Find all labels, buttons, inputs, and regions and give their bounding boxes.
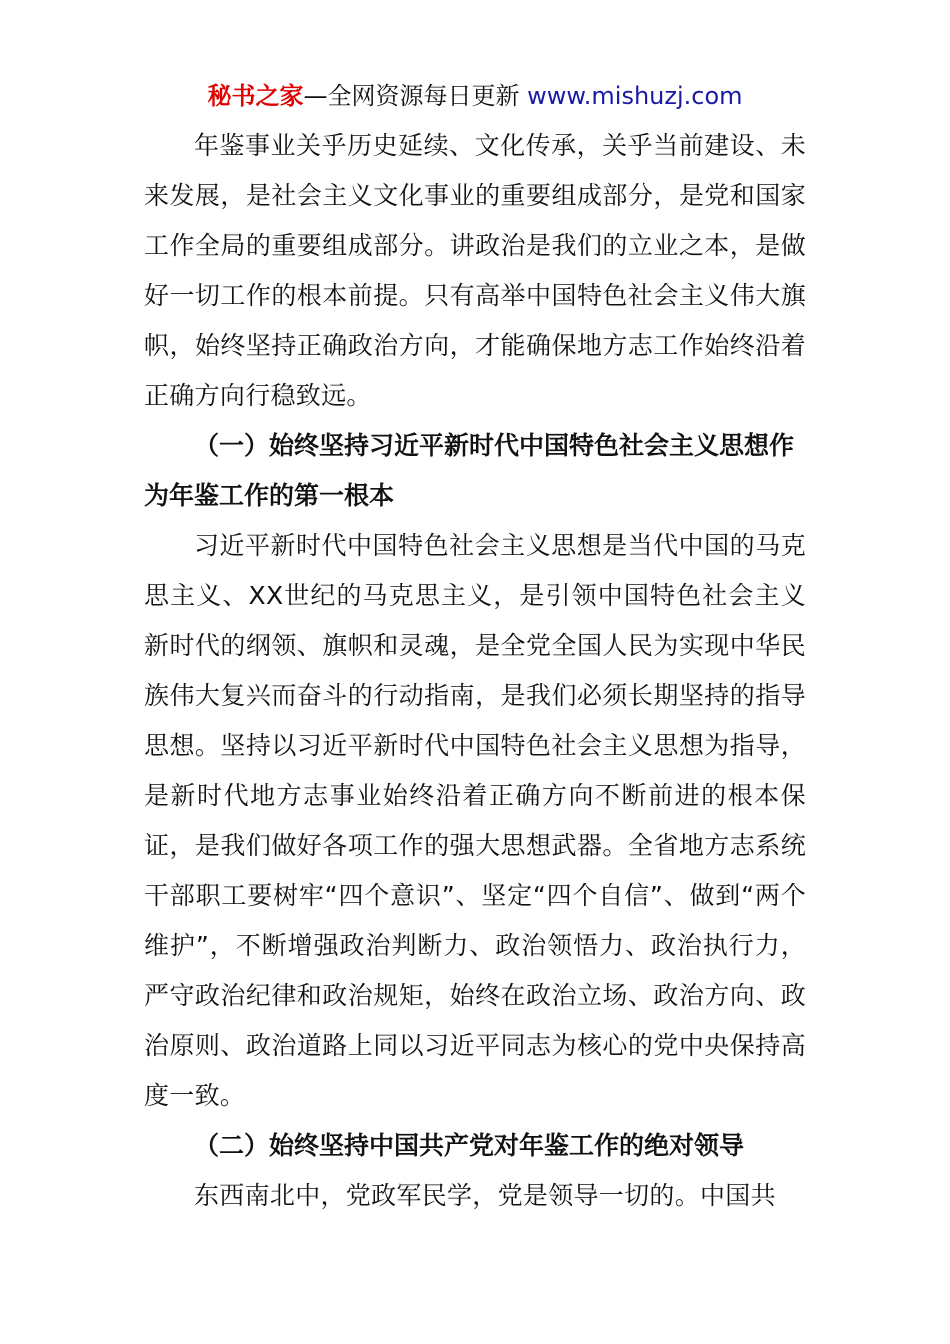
- paragraph-section-1: 习近平新时代中国特色社会主义思想是当代中国的马克思主义、XX世纪的马克思主义，是引领中国特色社会主义新时代的纲领、旗帜和灵魂，是全党全国人民为实现中华民族伟大复兴而奋斗的行动指南，是我们必须长期坚持的指导思想。坚持以习近平新时代中国特色社会主义思想为指导，是新时代地方志事业始终沿着正确方向不断前进的根本保证，是我们做好各项工作的强大思想武器。全省地方志系统干部职工要树牢“四个意识”、坚定“四个自信”、做到“两个维护”，不断增强政治判断力、政治领悟力、政治执行力，严守政治纪律和政治规矩，始终在政治立场、政治方向、政治原则、政治道路上同以习近平同志为核心的党中央保持高度一致。: [144, 531, 806, 1110]
- site-url-link[interactable]: www.mishuzj.com: [527, 82, 743, 110]
- paragraph-section-2: 东西南北中，党政军民学，党是领导一切的。中国共: [194, 1181, 776, 1210]
- document-body: [144, 121, 806, 1221]
- brand-name: 秘书之家: [207, 82, 304, 110]
- site-header: [0, 80, 950, 112]
- paragraph-intro: 年鉴事业关乎历史延续、文化传承，关乎当前建设、未来发展，是社会主义文化事业的重要组成部分，是党和国家工作全局的重要组成部分。讲政治是我们的立业之本，是做好一切工作的根本前提。只有高举中国特色社会主义伟大旗帜，始终坚持正确政治方向，才能确保地方志工作始终沿着正确方向行稳致远。: [144, 131, 806, 410]
- section-heading-2: （二）始终坚持中国共产党对年鉴工作的绝对领导: [194, 1131, 745, 1160]
- section-heading-1: （一）始终坚持习近平新时代中国特色社会主义思想作为年鉴工作的第一根本: [144, 431, 795, 510]
- header-tagline: —全网资源每日更新: [303, 82, 528, 110]
